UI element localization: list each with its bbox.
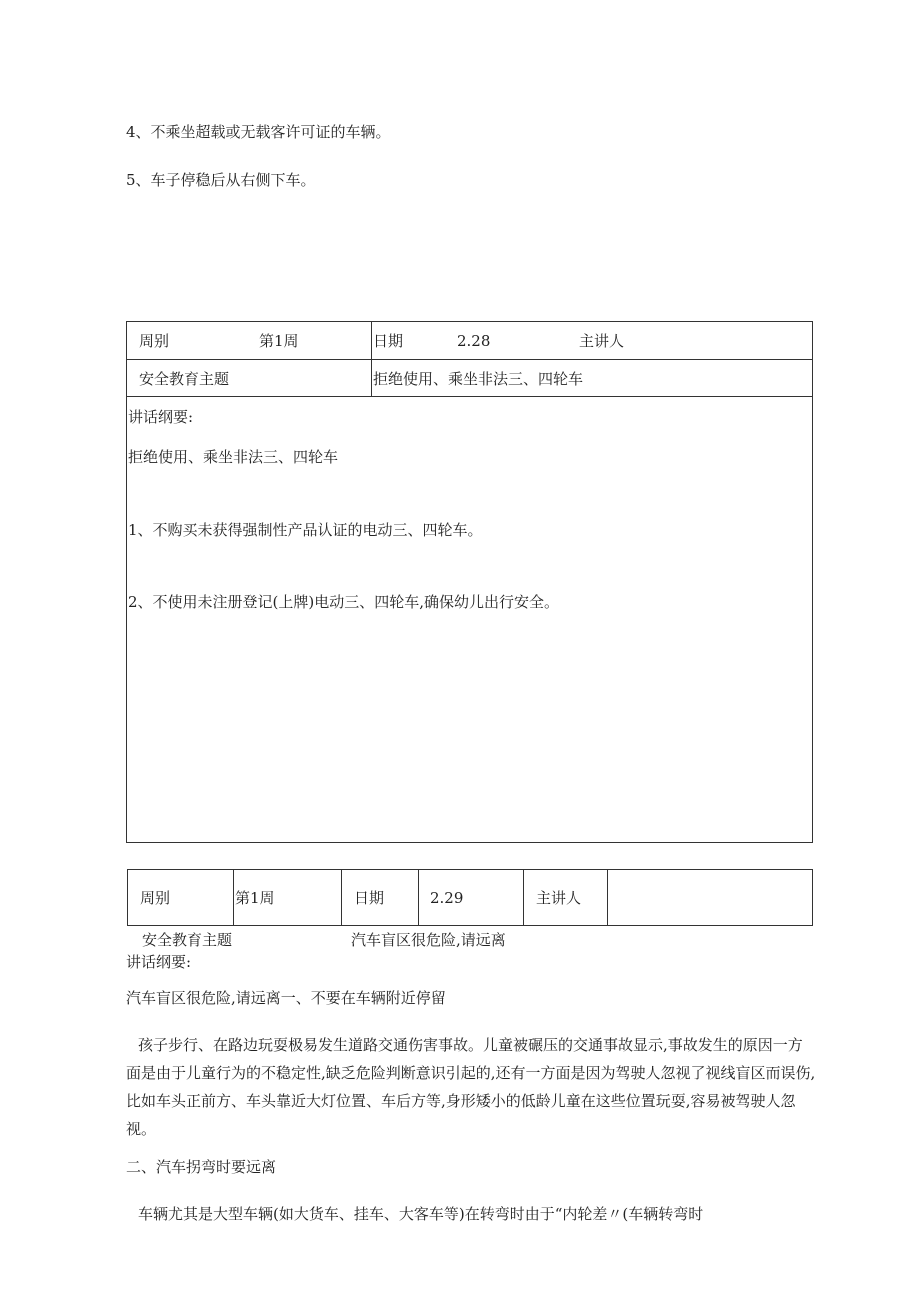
column-divider bbox=[233, 870, 234, 925]
date-label: 日期 bbox=[354, 889, 385, 907]
topic-value: 汽车盲区很危险,请远离 bbox=[351, 931, 506, 949]
row-divider bbox=[127, 359, 812, 360]
list-item-5: 5、车子停稳后从右侧下车。 bbox=[126, 171, 316, 189]
column-divider bbox=[607, 870, 608, 925]
outline-label: 讲话纲要: bbox=[126, 953, 192, 971]
outline-title: 拒绝使用、乘坐非法三、四轮车 bbox=[128, 448, 339, 466]
week-label: 周别 bbox=[140, 889, 171, 907]
paragraph-1: 孩子步行、在路边玩耍极易发生道路交通伤害事故。儿童被碾压的交通事故显示,事故发生的原因一方面是由于儿童行为的不稳定性,缺乏危险判断意识引起的,还有一方面是因为驾驶人忽视了视线盲区而误伤,比如车头正前方、车头靠近大灯位置、车后方等,身形矮小的低龄儿童在这些位置玩耍,容易被驾驶人忽视。 bbox=[126, 1036, 816, 1138]
column-divider bbox=[523, 870, 524, 925]
column-divider bbox=[341, 870, 342, 925]
lesson-table-1 bbox=[126, 321, 813, 843]
lesson-table-2 bbox=[127, 869, 813, 926]
week-value: 第1周 bbox=[259, 332, 299, 350]
date-label: 日期 bbox=[373, 332, 404, 350]
topic-label: 安全教育主题 bbox=[142, 931, 233, 949]
section-heading-1: 汽车盲区很危险,请远离一、不要在车辆附近停留 bbox=[126, 989, 446, 1007]
column-divider bbox=[418, 870, 419, 925]
outline-item-1: 1、不购买未获得强制性产品认证的电动三、四轮车。 bbox=[128, 521, 483, 539]
outline-item-2: 2、不使用未注册登记(上牌)电动三、四轮车,确保幼儿出行安全。 bbox=[128, 593, 560, 611]
date-value: 2.29 bbox=[430, 889, 464, 907]
section-heading-2: 二、汽车拐弯时要远离 bbox=[126, 1158, 277, 1176]
speaker-label: 主讲人 bbox=[579, 332, 625, 350]
topic-value: 拒绝使用、乘坐非法三、四轮车 bbox=[373, 370, 584, 388]
row-divider bbox=[127, 396, 812, 397]
list-item-4: 4、不乘坐超载或无载客许可证的车辆。 bbox=[126, 123, 391, 141]
outline-label: 讲话纲要: bbox=[128, 408, 194, 426]
date-value: 2.28 bbox=[457, 332, 491, 350]
topic-label: 安全教育主题 bbox=[139, 370, 230, 388]
paragraph-2: 车辆尤其是大型车辆(如大货车、挂车、大客车等)在转弯时由于“内轮差〃(车辆转弯时 bbox=[138, 1205, 704, 1223]
speaker-label: 主讲人 bbox=[536, 889, 582, 907]
week-value: 第1周 bbox=[235, 889, 275, 907]
column-divider bbox=[371, 322, 372, 397]
week-label: 周别 bbox=[139, 332, 170, 350]
